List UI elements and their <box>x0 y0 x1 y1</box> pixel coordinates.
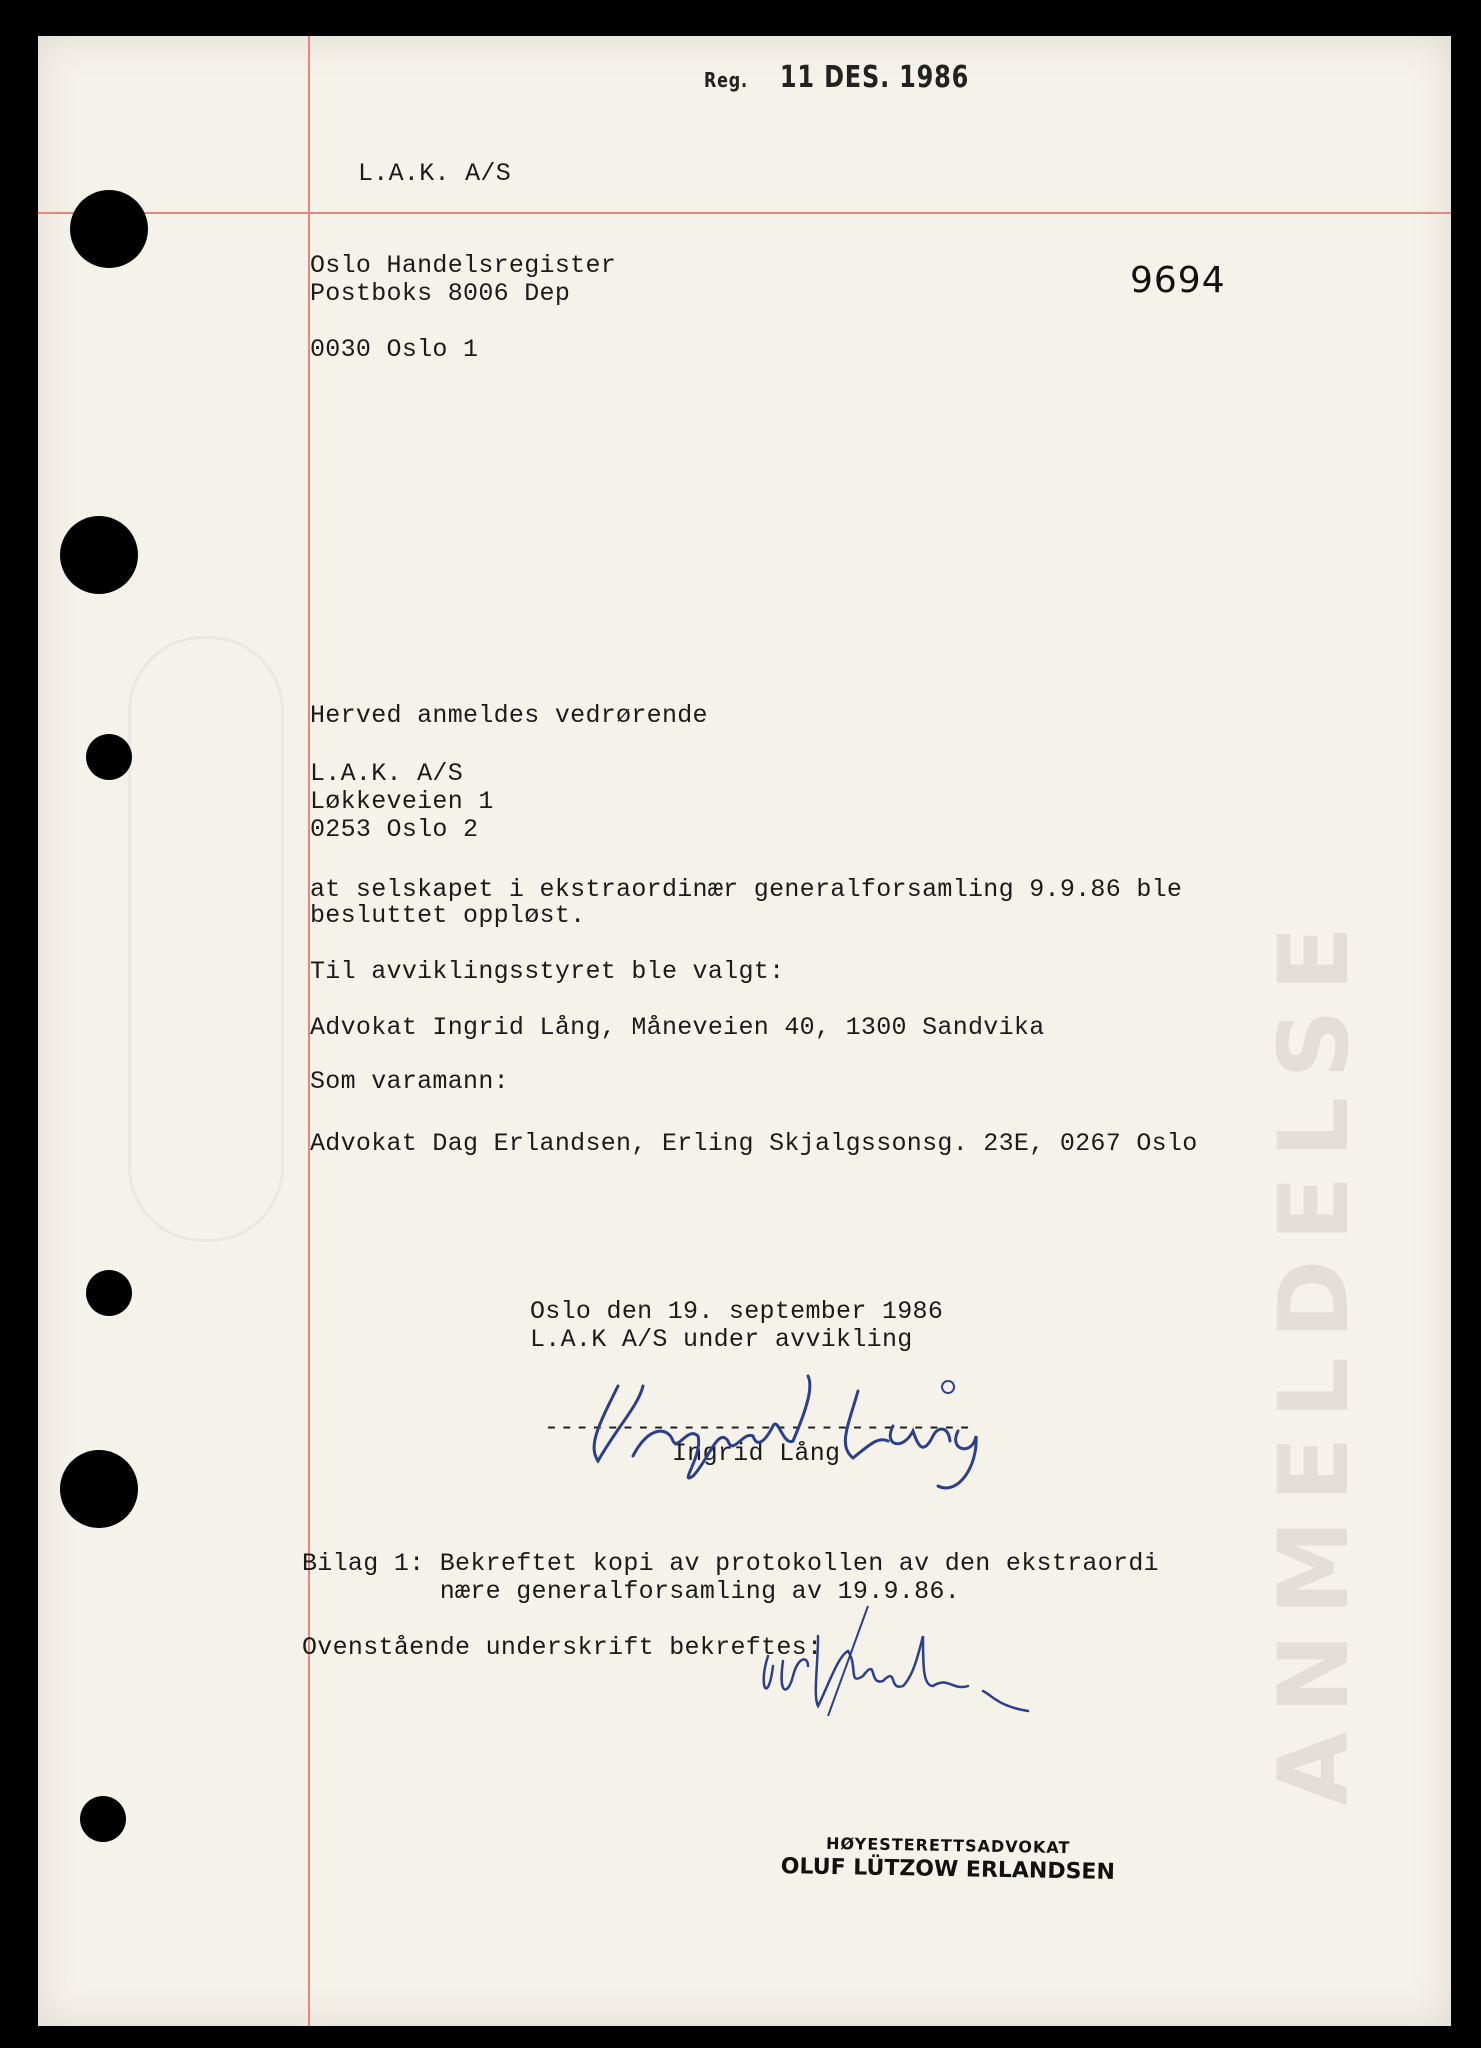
lawyer-stamp <box>738 1832 1159 1885</box>
punch-hole <box>80 1796 126 1842</box>
lawyer-stamp-name: OLUF LÜTZOW ERLANDSEN <box>780 1854 1116 1885</box>
closing-place-date: Oslo den 19. september 1986 <box>530 1297 944 1326</box>
punch-hole <box>60 1450 138 1528</box>
faint-stamp-ghost <box>128 636 284 1242</box>
margin-line-horizontal <box>38 212 1451 214</box>
punch-hole <box>86 1270 132 1316</box>
deputy: Advokat Dag Erlandsen, Erling Skjalgssonsg. 23E, 0267 Oslo <box>310 1129 1198 1158</box>
sender-header: L.A.K. A/S <box>358 159 512 188</box>
punch-hole <box>70 190 148 268</box>
registration-number: 9694 <box>1130 260 1226 301</box>
punch-hole <box>86 734 132 780</box>
company-name: L.A.K. A/S <box>310 759 464 788</box>
document-page <box>38 36 1451 2026</box>
signatory-name: Ingrid Lång <box>672 1439 841 1468</box>
attachment-line-2: nære generalforsamling av 19.9.86. <box>302 1577 961 1606</box>
registration-stamp-prefix: Reg. <box>704 68 748 92</box>
resolution-line-2: besluttet oppløst. <box>310 901 586 930</box>
deputy-heading: Som varamann: <box>310 1067 509 1096</box>
company-city: 0253 Oslo 2 <box>310 815 479 844</box>
recipient-line-3: 0030 Oslo 1 <box>310 335 479 364</box>
registration-stamp-date: 11 DES. 1986 <box>779 60 970 95</box>
registration-stamp <box>704 60 969 95</box>
punch-hole <box>60 516 138 594</box>
board-member: Advokat Ingrid Lång, Måneveien 40, 1300 Sandvika <box>310 1013 1045 1042</box>
signature-certifying-lawyer <box>738 1596 1158 1796</box>
signature-line: ---------------------------- <box>544 1413 973 1442</box>
resolution-line-1: at selskapet i ekstraordinær generalforsamling 9.9.86 ble <box>310 875 1183 904</box>
recipient-line-1: Oslo Handelsregister <box>310 251 617 280</box>
board-heading: Til avviklingsstyret ble valgt: <box>310 957 785 986</box>
recipient-line-2: Postboks 8006 Dep <box>310 279 571 308</box>
signature-ingrid-lang <box>578 1366 1038 1506</box>
company-street: Løkkeveien 1 <box>310 787 494 816</box>
body-intro: Herved anmeldes vedrørende <box>310 701 708 730</box>
certification-text: Ovenstående underskrift bekreftes: <box>302 1633 823 1662</box>
closing-company-status: L.A.K A/S under avvikling <box>530 1325 913 1354</box>
watermark-bleed-through: ANMELDELSE <box>1258 907 1370 1806</box>
attachment-line-1: Bilag 1: Bekreftet kopi av protokollen av den ekstraordi <box>302 1549 1159 1578</box>
lawyer-stamp-title: HØYESTERETTSADVOKAT <box>825 1833 1071 1858</box>
